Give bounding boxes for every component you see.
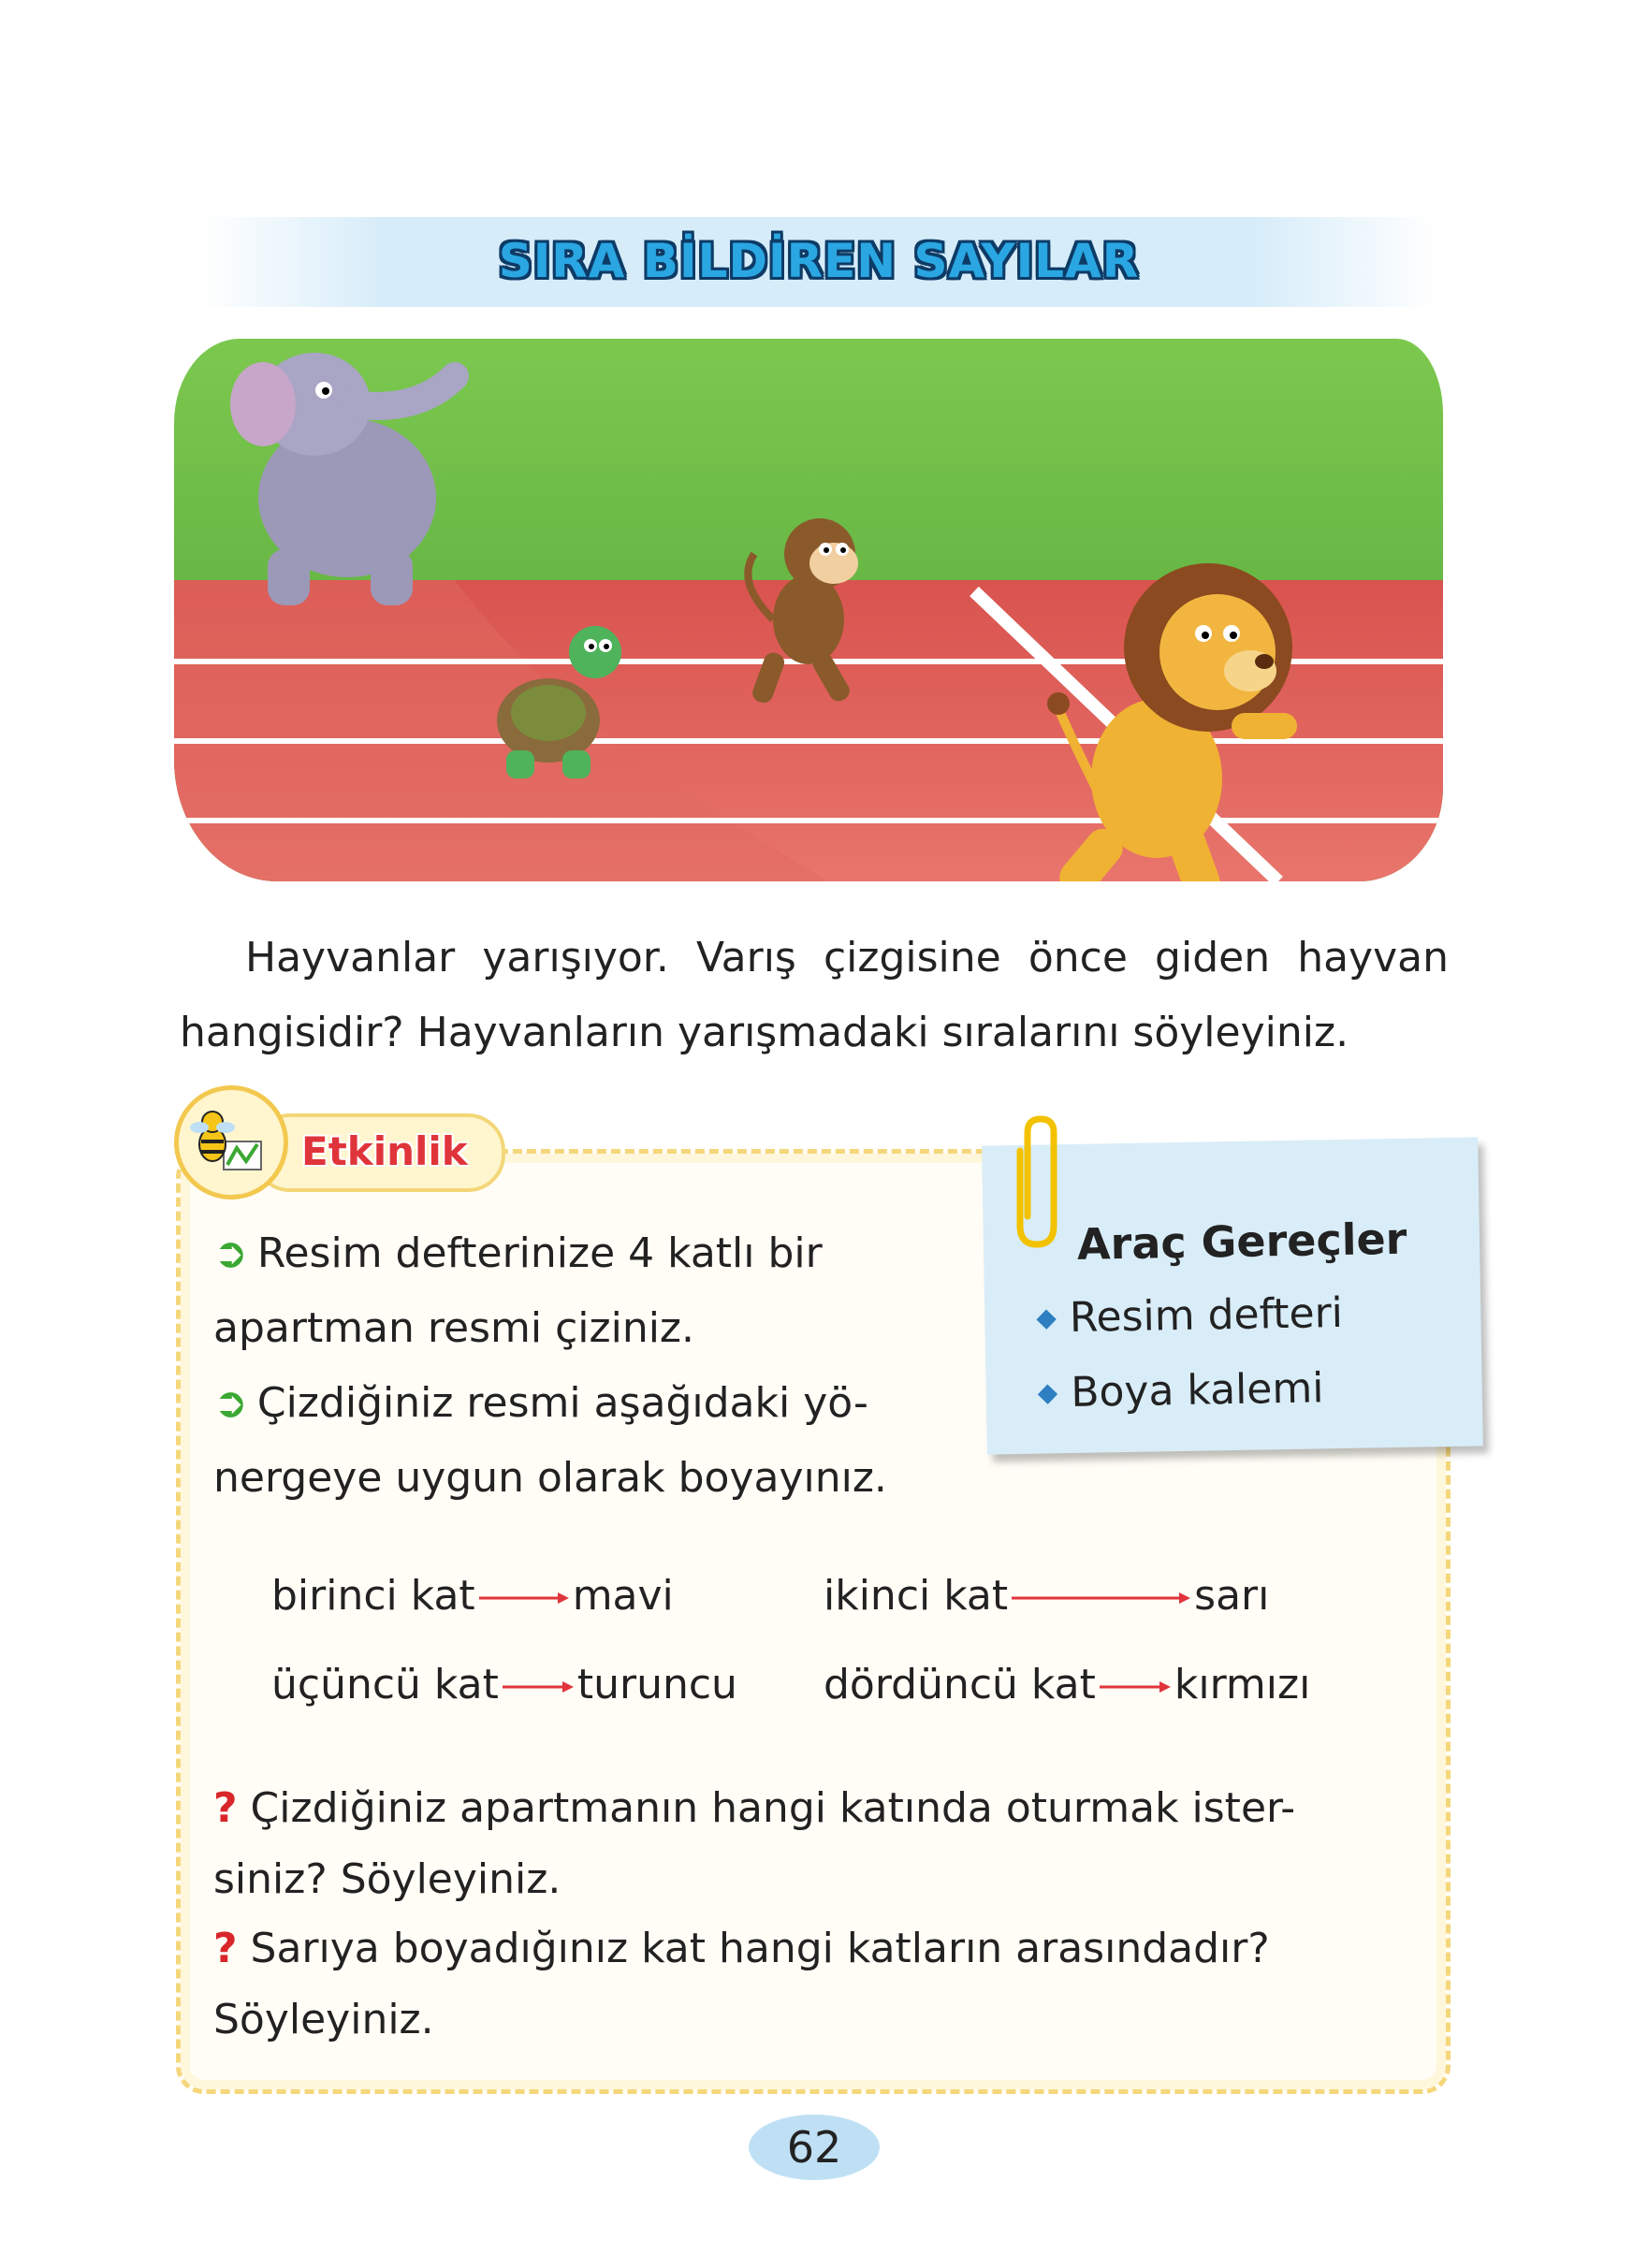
color-pair: üçüncü kat turuncu xyxy=(271,1661,737,1708)
instruction-1: ➲ Resim defterinize 4 katlı bir apartman resmi çiziniz. xyxy=(213,1229,823,1352)
title-banner xyxy=(201,217,1436,307)
question-mark-icon: ? xyxy=(213,1784,238,1832)
materials-item: ◆ Resim defteri xyxy=(1036,1288,1344,1343)
question-1: ? Çizdiğiniz apartmanın hangi katında oturmak ister- siniz? Söyleyiniz. xyxy=(213,1784,1296,1903)
materials-item: ◆ Boya kalemi xyxy=(1037,1364,1324,1418)
arrow-right-icon xyxy=(1010,1589,1192,1607)
diamond-bullet-icon: ◆ xyxy=(1037,1376,1058,1408)
color-pair: ikinci kat sarı xyxy=(824,1572,1270,1620)
diamond-bullet-icon: ◆ xyxy=(1036,1301,1057,1333)
paperclip-icon xyxy=(1001,1113,1067,1254)
page-number: 62 xyxy=(749,2115,880,2180)
intro-line-2: hangisidir? Hayvanların yarışmadaki sıralarını söyleyiniz. xyxy=(180,1009,1349,1056)
page-title: SIRA BİLDİREN SAYILAR xyxy=(498,234,1140,288)
bee-painter-icon xyxy=(174,1085,288,1199)
arrow-right-icon xyxy=(501,1678,576,1696)
question-mark-icon: ? xyxy=(213,1925,238,1972)
intro-line-1: Hayvanlar yarışıyor. Varış çizgisine önce giden hayvan xyxy=(245,934,1449,981)
activity-label: Etkinlik xyxy=(301,1128,468,1174)
intro-paragraph xyxy=(180,921,1449,1070)
arrow-bullet-icon: ➲ xyxy=(213,1229,248,1277)
arrow-right-icon xyxy=(477,1589,571,1607)
race-illustration xyxy=(174,339,1443,881)
materials-title: Araç Gereçler xyxy=(1076,1213,1407,1270)
color-pair: dördüncü kat kırmızı xyxy=(824,1661,1311,1708)
arrow-bullet-icon: ➲ xyxy=(213,1379,248,1427)
instruction-2: ➲ Çizdiğiniz resmi aşağıdaki yö- nergeye uygun olarak boyayınız. xyxy=(213,1379,887,1502)
activity-tab xyxy=(253,1113,505,1192)
color-pair: birinci kat mavi xyxy=(271,1572,674,1620)
question-2: ? Sarıya boyadığınız kat hangi katların arasındadır? Söyleyiniz. xyxy=(213,1925,1270,2043)
arrow-right-icon xyxy=(1098,1678,1173,1696)
